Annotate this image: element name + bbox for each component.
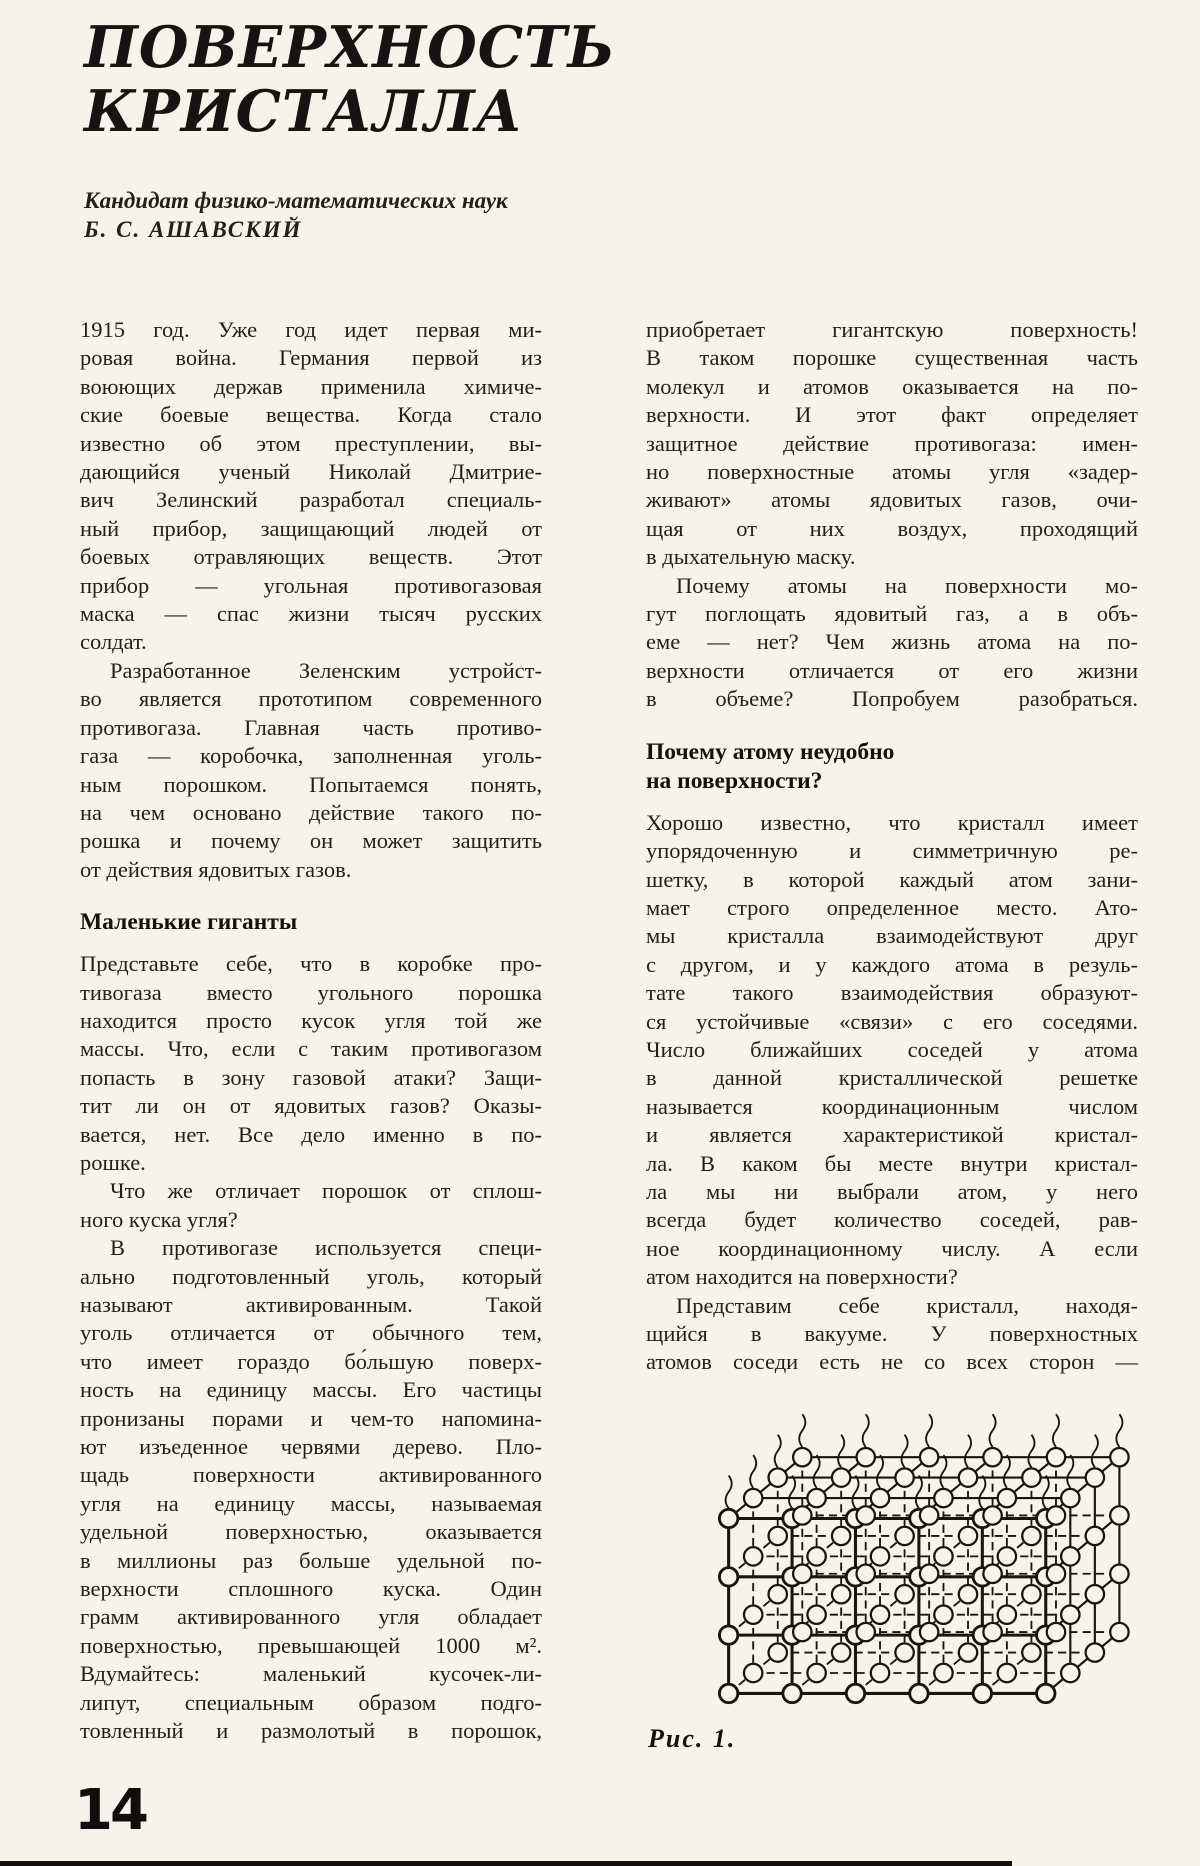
text-line: ся устойчивые «связи» с его соседями. (646, 1008, 1138, 1034)
text-line: известно об этом преступлении, вы- (80, 430, 542, 456)
text-line: ла мы ни выбрали атом, у него (646, 1178, 1138, 1204)
text-line: атом находится на поверхности? (646, 1264, 958, 1290)
text-line: мает строго определенное место. Ато- (646, 894, 1138, 920)
section-heading (646, 738, 1138, 796)
text-line: В противогазе используется специ- (110, 1235, 542, 1261)
column-right (646, 316, 1138, 1377)
text-line: с другом, и у каждого атома в резуль- (646, 951, 1138, 977)
text-line: грамм активированного угля обладает (80, 1604, 542, 1630)
text-line: щийся в вакууме. У поверхностных (646, 1321, 1138, 1346)
text-line: находится просто кусок угля той же (80, 1007, 542, 1033)
title-line-1: ПОВЕРХНОСТЬ (84, 14, 616, 81)
text-line: называется координационным числом (646, 1093, 1138, 1119)
text-line: ские боевые вещества. Когда стало (80, 402, 542, 428)
text-line: угля на единицу массы, называемая (80, 1490, 542, 1516)
text-line: Представим себе кристалл, находя- (676, 1292, 1138, 1318)
text-line: шетку, в которой каждый атом зани- (646, 866, 1138, 892)
text-line: уголь отличается от обычного тем, (80, 1320, 542, 1346)
heading-line: Маленькие гиганты (80, 909, 298, 936)
text-line: ность на единицу массы. Его частицы (80, 1377, 542, 1403)
text-line: ное координационному числу. А если (646, 1235, 1138, 1261)
text-line: Представьте себе, что в коробке про- (80, 951, 542, 977)
text-line: мы кристалла взаимодействуют друг (646, 923, 1138, 949)
figure-caption: Рис. 1. (648, 1724, 737, 1753)
author-name: Б. С. АШАВСКИЙ (84, 217, 303, 242)
text-line: противогаза. Главная часть противо- (80, 714, 542, 740)
text-line: массы. Что, если с таким противогазом (80, 1036, 542, 1062)
text-line: Почему атомы на поверхности мо- (676, 572, 1138, 598)
text-line: рошка и почему он может защитить (80, 828, 542, 854)
text-line: поверхностью, превышающей 1000 м². (80, 1632, 542, 1658)
text-line: газа — коробочка, заполненная уголь- (80, 743, 542, 769)
text-line: еме — нет? Чем жизнь атома на по- (646, 629, 1138, 655)
text-line: липут, специальным образом подго- (80, 1689, 542, 1715)
text-line: Разработанное Зеленским устройст- (110, 657, 542, 683)
text-line: упорядоченную и симметричную ре- (646, 838, 1138, 864)
text-line: и является характеристикой кристал- (646, 1122, 1138, 1148)
text-line: рошке. (80, 1149, 146, 1175)
text-line: в миллионы раз больше удельной по- (80, 1547, 542, 1573)
title-line-2: КРИСТАЛЛА (84, 78, 524, 145)
text-line: боевых отравляющих веществ. Этот (80, 544, 542, 570)
author-block (84, 186, 604, 244)
text-line: тит ли он от ядовитых газов? Оказы- (80, 1093, 542, 1119)
paragraph (646, 572, 1138, 714)
text-line: в объеме? Попробуем разобраться. (646, 686, 1138, 712)
text-line: воюющих держав применила химиче- (80, 373, 542, 399)
heading-line: Почему атому неудобно (646, 738, 895, 765)
text-line: приобретает гигантскую поверхность! (646, 317, 1138, 342)
text-line: щадь поверхности активированного (80, 1462, 542, 1488)
text-line: защитное действие противогаза: имен- (646, 430, 1138, 456)
text-line: атомов соседи есть не со всех сторон — (646, 1349, 1138, 1375)
text-line: но поверхностные атомы угля «задер- (646, 459, 1138, 485)
paragraph (80, 316, 542, 657)
text-line: гут поглощать ядовитый газ, а в объ- (646, 601, 1138, 627)
text-line: ют изъеденное червями дерево. Пло- (80, 1434, 542, 1460)
text-line: солдат. (80, 629, 147, 655)
text-line: ла. В каком бы месте внутри кристал- (646, 1150, 1138, 1176)
text-line: в дыхательную маску. (646, 544, 856, 570)
text-line: ным порошком. Попытаемся понять, (80, 771, 542, 797)
text-line: называют активированным. Такой (80, 1292, 542, 1317)
text-line: товленный и размолотый в порошок, (80, 1718, 542, 1744)
paragraph (80, 950, 542, 1177)
text-line: ного куска угля? (80, 1206, 238, 1232)
paragraph (80, 657, 542, 884)
text-line: на чем основано действие такого по- (80, 799, 542, 825)
text-line: верхности. И этот факт определяет (646, 402, 1138, 428)
text-line: всегда будет количество соседей, рав- (646, 1207, 1138, 1233)
text-line: в данной кристаллической решетке (646, 1065, 1138, 1091)
paragraph (646, 316, 1138, 572)
text-line: тивогаза вместо угольного порошка (80, 979, 542, 1005)
page-number: 14 (74, 1778, 146, 1843)
text-line: от действия ядовитых газов. (80, 856, 352, 882)
bottom-edge-bar (0, 1861, 1012, 1866)
text-line: ально подготовленный уголь, который (80, 1263, 542, 1289)
text-line: прибор — угольная противогазовая (80, 572, 542, 598)
crystal-lattice-drawing (694, 1406, 1152, 1718)
text-line: 1915 год. Уже год идет первая ми- (80, 317, 542, 342)
text-line: живают» атомы ядовитых газов, очи- (646, 487, 1138, 513)
text-line: Что же отличает порошок от сплош- (110, 1178, 542, 1204)
text-line: что имеет гораздо бо́льшую поверх- (80, 1348, 542, 1374)
paragraph (80, 1234, 542, 1745)
text-line: вается, нет. Все дело именно в по- (80, 1121, 542, 1147)
text-line: верхности сплошного куска. Один (80, 1576, 542, 1602)
text-line: верхности отличается от его жизни (646, 657, 1138, 683)
text-line: Вдумайтесь: маленький кусочек-ли- (80, 1661, 542, 1687)
text-line: ный прибор, защищающий людей от (80, 515, 542, 541)
paragraph (646, 809, 1138, 1292)
crystal-lattice-figure (694, 1406, 1152, 1718)
text-line: ровая война. Германия первой из (80, 345, 542, 371)
text-line: маска — спас жизни тысяч русских (80, 601, 542, 627)
column-left (80, 316, 542, 1746)
text-line: пронизаны порами и чем-то напомина- (80, 1405, 542, 1431)
section-heading (80, 908, 542, 937)
text-line: вич Зелинский разработал специаль- (80, 487, 542, 513)
text-line: тате такого взаимодействия образуют- (646, 980, 1138, 1006)
page-title (84, 16, 724, 144)
heading-line: на поверхности? (646, 767, 823, 794)
text-line: во является прототипом современного (80, 686, 542, 712)
text-line: дающийся ученый Николай Дмитрие- (80, 459, 542, 485)
text-line: Хорошо известно, что кристалл имеет (646, 809, 1138, 835)
text-line: В таком порошке существенная часть (646, 345, 1138, 371)
text-line: щая от них воздух, проходящий (646, 515, 1138, 541)
text-line: Число ближайших соседей у атома (646, 1036, 1138, 1062)
text-line: удельной поверхностью, оказывается (80, 1519, 542, 1545)
text-line: молекул и атомов оказывается на по- (646, 373, 1138, 399)
author-role: Кандидат физико-математических наук (84, 188, 508, 213)
paragraph (646, 1292, 1138, 1377)
text-line: попасть в зону газовой атаки? Защи- (80, 1064, 542, 1090)
paragraph (80, 1177, 542, 1234)
